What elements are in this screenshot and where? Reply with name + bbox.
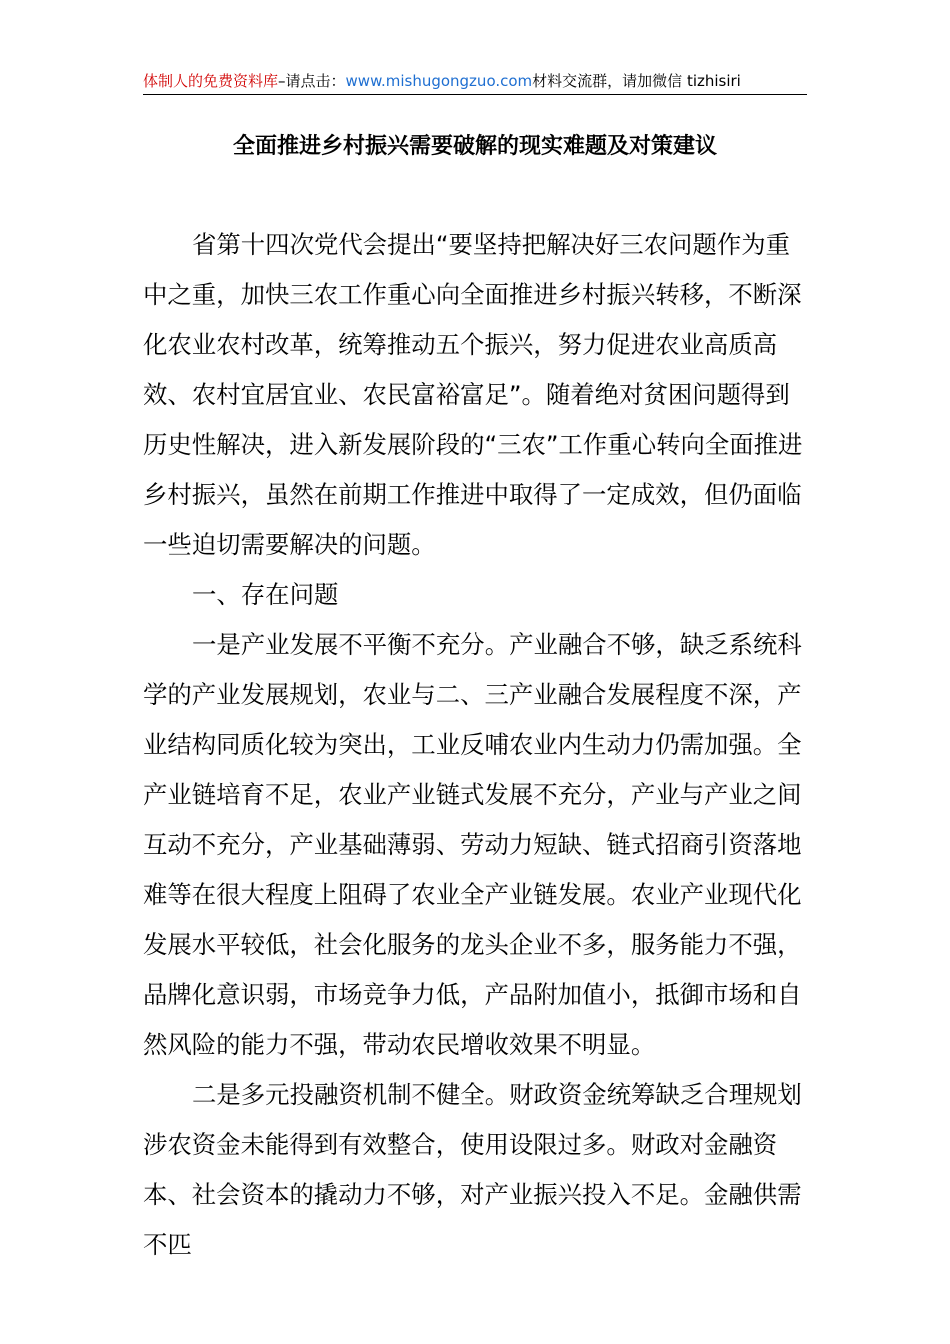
- paragraph-industry-development: 一是产业发展不平衡不充分。产业融合不够，缺乏系统科学的产业发展规划，农业与二、三产业融合发展程度不深，产业结构同质化较为突出，工业反哺农业内生动力仍需加强。全产业链培育不足，农业产业链式发展不充分，产业与产业之间互动不充分，产业基础薄弱、劳动力短缺、链式招商引资落地难等在很大程度上阻碍了农业全产业链发展。农业产业现代化发展水平较低，社会化服务的龙头企业不多，服务能力不强，品牌化意识弱，市场竞争力低，产品附加值小，抵御市场和自然风险的能力不强，带动农民增收效果不明显。: [143, 630, 802, 1059]
- paragraph-intro: 省第十四次党代会提出“要坚持把解决好三农问题作为重中之重，加快三农工作重心向全面推进乡村振兴转移，不断深化农业农村改革，统筹推动五个振兴，努力促进农业高质高效、农村宜居宜业、农民富裕富足”。随着绝对贫困问题得到历史性解决，进入新发展阶段的“三农”工作重心转向全面推进乡村振兴，虽然在前期工作推进中取得了一定成效，但仍面临一些迫切需要解决的问题。: [143, 230, 803, 559]
- header-contact: 材料交流群，请加微信 tizhisiri: [532, 72, 741, 90]
- header-website-link[interactable]: www.mishugongzuo.com: [345, 72, 533, 90]
- page-header: [143, 68, 807, 95]
- header-brand: 体制人的免费资料库: [143, 72, 279, 90]
- header-prompt: –请点击：: [278, 72, 346, 90]
- section-heading-problems: 一、存在问题: [192, 580, 339, 609]
- paragraph-investment-financing: 二是多元投融资机制不健全。财政资金统筹缺乏合理规划涉农资金未能得到有效整合，使用设限过多。财政对金融资本、社会资本的撬动力不够，对产业振兴投入不足。金融供需不匹: [143, 1080, 802, 1259]
- document-title: 全面推进乡村振兴需要破解的现实难题及对策建议: [232, 134, 717, 159]
